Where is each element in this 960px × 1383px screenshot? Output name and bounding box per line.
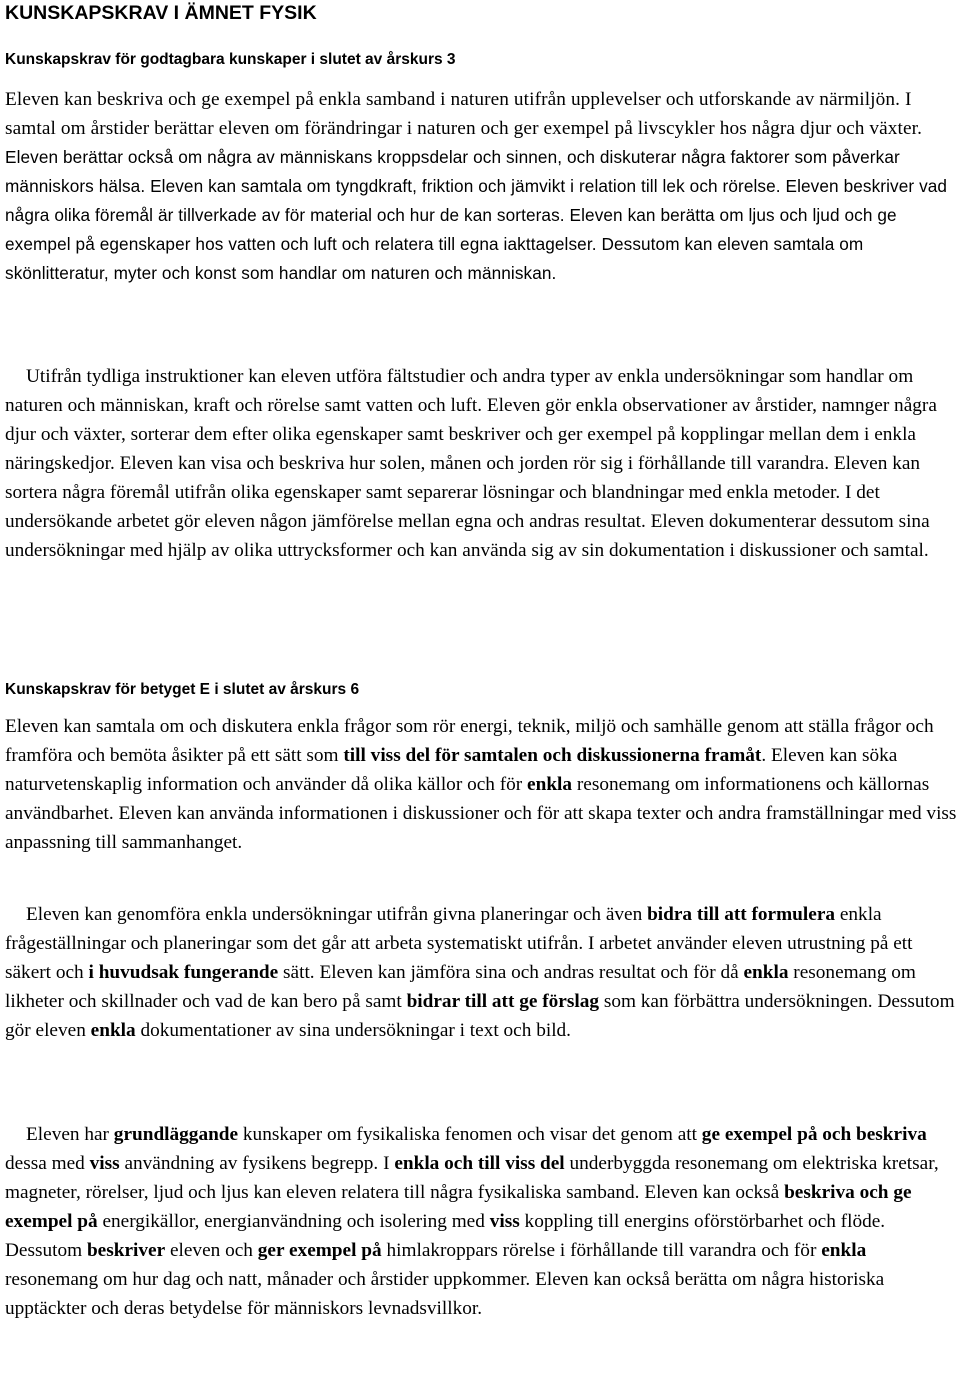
bold-run: grundläggande [113, 1124, 239, 1145]
text-run: kunskaper om fysikaliska fenomen och visar det genom att [238, 1124, 702, 1145]
bold-run: enkla och till viss del [394, 1153, 565, 1174]
bold-run: beskriva och ge exempel på [5, 1182, 912, 1232]
text-run: resonemang om likheter och skillnader och vad de kan bero på samt [5, 962, 916, 1012]
bold-run: viss [89, 1153, 120, 1174]
bold-run: enkla [821, 1240, 867, 1261]
text-run: Eleven kan genomföra enkla undersökningar utifrån givna planeringar och även [26, 904, 648, 925]
year3-paragraph-2 [5, 362, 957, 565]
text-run: användning av fysikens begrepp. I [119, 1153, 395, 1174]
text-run: himlakroppars rörelse i förhållande till varandra och för [381, 1240, 822, 1261]
text-run: resonemang om informationens och källornas användbarhet. Eleven kan använda informationen i diskussioner och för att skapa texter och andra framställningar med viss anpassning till sammanhanget. [5, 774, 957, 853]
heading-year3: Kunskapskrav för godtagbara kunskaper i slutet av årskurs 3 [5, 51, 456, 68]
year3-paragraph-1 [5, 85, 957, 288]
text-run: dessa med [5, 1153, 90, 1174]
bold-run: till viss del för samtalen och diskussionerna framåt [343, 745, 762, 766]
bold-run: enkla [743, 962, 789, 983]
text-run: som kan förbättra undersökningen. Dessutom gör eleven [5, 991, 955, 1041]
text-run: Eleven berättar också om några av människans kroppsdelar och sinnen, och diskuterar några faktorer som påverkar människors hälsa. Eleven kan samtala om tyngdkraft, friktion och jämvikt i relation till lek och rörelse. Eleven beskriver vad några olika föremål är tillverkade av för material och hur de kan sorteras. [5, 147, 948, 225]
heading-year6: Kunskapskrav för betyget E i slutet av årskurs 6 [5, 681, 360, 698]
text-run: Eleven har [26, 1124, 114, 1145]
bold-run: bidrar till att ge förslag [406, 991, 599, 1012]
bold-run: viss [489, 1211, 520, 1232]
text-run: dokumentationer av sina undersökningar i text och bild. [135, 1020, 572, 1041]
text-run: koppling till energins oförstörbarhet och flöde. Dessutom [5, 1211, 886, 1261]
bold-run: bidra till att formulera [647, 904, 836, 925]
text-run: energikällor, energianvändning och isolering med [97, 1211, 490, 1232]
year6-paragraph-1 [5, 712, 957, 857]
bold-run: enkla [90, 1020, 136, 1041]
text-run: eleven och [165, 1240, 258, 1261]
text-run: Utifrån tydliga instruktioner kan eleven utföra fältstudier och andra typer av enkla undersökningar som handlar om naturen och människan, kraft och rörelse samt vatten och luft. Eleven gör enkla observationer av årstider, namnger några djur och växter, sorterar dem efter olika egenskaper samt beskriver och ger exempel på kopplingar mellan dem i enkla näringskedjor. Eleven kan visa och beskriva hur solen, månen och jorden rör sig i förhållande till varandra. Eleven kan sortera några föremål utifrån olika egenskaper samt separerar lösningar och blandningar med enkla metoder. I det undersökande arbetet gör eleven någon jämförelse mellan egna och andras resultat. Eleven dokumenterar dessutom sina undersökningar med hjälp av olika uttrycksformer och kan använda sig av sin dokumentation i diskussioner och samtal. [5, 366, 937, 561]
bold-run: i huvudsak fungerande [88, 962, 279, 983]
bold-run: enkla [527, 774, 573, 795]
text-run: enkla frågeställningar och planeringar som det går att arbeta systematiskt utifrån. I arbetet använder eleven utrustning på ett säkert och [5, 904, 913, 983]
year6-paragraph-3 [5, 1120, 957, 1323]
text-run: resonemang om hur dag och natt, månader och årstider uppkommer. Eleven kan också berätta om några historiska upptäckter och deras betydelse för människors levnadsvillkor. [5, 1269, 885, 1319]
text-run: Eleven kan beskriva och ge exempel på enkla samband i naturen utifrån upplevelser och utforskande av närmiljön. I samtal om årstider berättar eleven om förändringar i naturen och ger exempel på livscykler hos några djur och växter. [5, 89, 923, 139]
text-run: sätt. Eleven kan jämföra sina och andras resultat och för då [278, 962, 744, 983]
bold-run: ge exempel på och beskriva [701, 1124, 927, 1145]
bold-run: ger exempel på [257, 1240, 382, 1261]
year6-paragraph-2 [5, 900, 957, 1045]
text-run: Eleven kan samtala om och diskutera enkla frågor som rör energi, teknik, miljö och samhälle genom att ställa frågor och framföra och bemöta åsikter på ett sätt som [5, 716, 934, 766]
text-run: Eleven kan berätta om ljus och ljud och ge exempel på egenskaper hos vatten och luft och relatera till egna iakttagelser. Dessutom kan eleven samtala om skönlitteratur, myter och konst som handlar om naturen och människan. [5, 205, 897, 283]
text-run: . Eleven kan söka naturvetenskaplig information och använder då olika källor och för [5, 745, 898, 795]
text-run: underbyggda resonemang om elektriska kretsar, magneter, rörelser, ljud och ljus kan eleven relatera till några fysikaliska samband. Eleven kan också [5, 1153, 939, 1203]
document-title: KUNSKAPSKRAV I ÄMNET FYSIK [5, 2, 317, 24]
bold-run: beskriver [86, 1240, 166, 1261]
